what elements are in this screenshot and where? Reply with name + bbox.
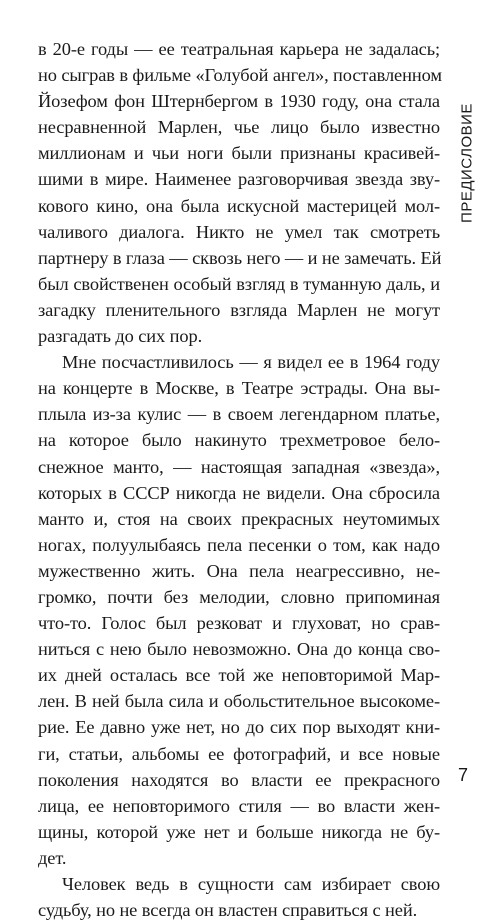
paragraph-3 [38, 871, 440, 923]
text-line: что-то. Голос был резковат и глуховат, но срав- [38, 613, 440, 634]
text-line: манто и, стоя на своих прекрасных неутомимых [38, 508, 440, 529]
text-line: поколения находятся во власти ее прекрасного [38, 769, 440, 790]
text-line: мужественно жить. Она пела неагрессивно, не- [38, 560, 440, 581]
text-line: ниться с нею было невозможно. Она до конца сво- [38, 639, 440, 660]
text-line: ногах, полуулыбаясь пела песенки о том, как надо [38, 534, 440, 555]
text-line: лен. В ней была сила и обольстительное высокоме- [38, 691, 440, 712]
text-line: громко, почти без мелодии, словно припоминая [38, 586, 440, 607]
text-line: в 20-е годы — ее театральная карьера не задалась; [38, 39, 440, 59]
text-line: на концерте в Москве, в Театре эстрады. Она вы- [38, 378, 440, 399]
text-line: несравненной Марлен, чье лицо было известно [38, 117, 440, 138]
text-line: загадку пленительного взгляда Марлен не могут [38, 299, 440, 320]
text-line: шими в мире. Наименее разговорчивая звезда зву- [38, 169, 440, 190]
text-line: Человек ведь в сущности сам избирает свою [62, 874, 440, 894]
text-line: рие. Ее давно уже нет, но до сих пор выходят кни- [38, 717, 440, 738]
text-line: щины, которой уже нет и больше никогда не бу- [38, 821, 440, 842]
text-line: дет. [38, 847, 67, 868]
text-line: Мне посчастливилось — я видел ее в 1964 году [62, 352, 440, 373]
paragraph-1 [38, 36, 440, 349]
text-line: на которое было накинуто трехметровое бело- [38, 430, 440, 451]
text-line: лица, ее неповторимого стиля — во власти жен- [38, 795, 440, 816]
text-line: плыла из-за кулис — в своем легендарном платье, [38, 404, 440, 425]
text-line: но сыграв в фильме «Голубой ангел», поставленном [38, 65, 442, 86]
text-line: снежное манто, — настоящая западная «звезда», [38, 456, 440, 477]
text-line: судьбу, но не всегда он властен справиться с ней. [38, 900, 418, 921]
text-line: ги, статьи, альбомы ее фотографий, и все новые [38, 743, 440, 764]
paragraph-2 [38, 349, 440, 871]
text-line: был свойственен особый взгляд в туманную даль, и [38, 273, 440, 294]
running-head [455, 88, 479, 238]
text-line: Йозефом фон Штернбергом в 1930 году, она стала [38, 91, 440, 112]
page-number: 7 [458, 765, 469, 785]
running-head-text: ПРЕДИСЛОВИЕ [458, 103, 476, 223]
text-line: чаливого диалога. Никто не умел так смотреть [38, 221, 440, 242]
text-line: разгадать до сих пор. [38, 326, 203, 347]
text-line: их дней осталась все той же неповторимой Мар- [38, 665, 440, 686]
text-line: кового кино, она была искусной мастерицей мол- [38, 195, 440, 216]
text-line: партнеру в глаза — сквозь него — и не замечать. Ей [38, 247, 442, 268]
text-line: миллионам и чьи ноги были признаны красивей- [38, 143, 440, 164]
text-line: которых в СССР никогда не видели. Она сбросила [38, 482, 440, 503]
page-body [38, 36, 440, 923]
